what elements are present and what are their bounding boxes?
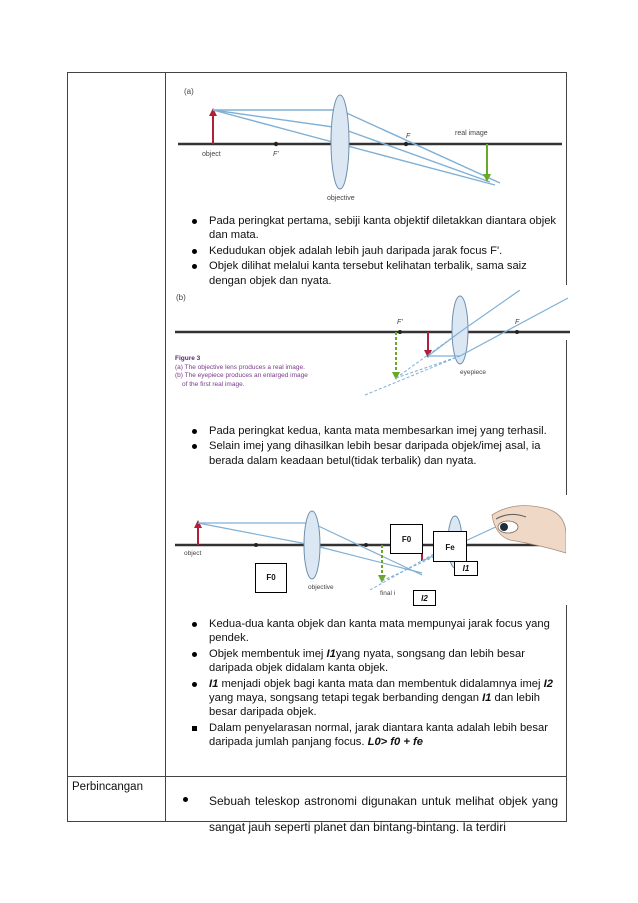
figure-a-svg bbox=[170, 78, 565, 210]
bullet-icon bbox=[192, 622, 197, 627]
f-prime-label: F' bbox=[397, 319, 403, 326]
label-box-i1: I1 bbox=[454, 561, 478, 576]
row-divider bbox=[67, 776, 567, 777]
figure-c-telescope-diagram bbox=[170, 495, 566, 607]
caption-line-b: (b) The eyepiece produces an enlarged image bbox=[175, 372, 308, 379]
object-label: object bbox=[184, 550, 202, 557]
bullet-list-stage-one bbox=[192, 214, 562, 289]
square-bullet-icon bbox=[192, 726, 197, 731]
object-label: object bbox=[202, 151, 221, 158]
figure-b-label: (b) bbox=[176, 293, 186, 302]
list-item: Sebuah teleskop astronomi digunakan untuk melihat objek yang sangat jauh seperti planet dan bintang-bintang. Ia terdiri bbox=[183, 788, 558, 840]
bullet-icon bbox=[192, 652, 197, 657]
figure-a-label: (a) bbox=[184, 87, 194, 96]
bullet-icon bbox=[192, 444, 197, 449]
label-box-f0-top: F0 bbox=[390, 524, 423, 554]
list-item: Kedudukan objek adalah lebih jauh daripada jarak focus F'. bbox=[192, 244, 562, 258]
bullet-icon bbox=[192, 249, 197, 254]
f-prime-label: F' bbox=[273, 151, 279, 158]
bullet-icon bbox=[192, 429, 197, 434]
label-box-fe: Fe bbox=[433, 531, 467, 562]
bullet-list-summary bbox=[192, 617, 565, 751]
figure-c-svg bbox=[170, 495, 566, 607]
figure-3-caption bbox=[175, 355, 308, 389]
list-item: Objek dilihat melalui kanta tersebut kelihatan terbalik, sama saiz dengan objek dan nyata. bbox=[192, 259, 562, 288]
f-label: F bbox=[515, 319, 520, 326]
list-item: Objek membentuk imej I1yang nyata, songsang dan lebih besar daripada objek didalam kanta objek. bbox=[192, 647, 565, 676]
eyepiece-label: eyepiece bbox=[460, 369, 487, 376]
list-item: Kedua-dua kanta objek dan kanta mata mempunyai jarak focus yang pendek. bbox=[192, 617, 565, 646]
list-item: Selain imej yang dihasilkan lebih besar daripada objek/imej asal, ia berada dalam keadaan betul(tidak terbalik) dan nyata. bbox=[192, 439, 564, 468]
caption-line-a: (a) The objective lens produces a real image. bbox=[175, 363, 305, 371]
final-image-label: final i bbox=[380, 590, 396, 597]
list-item: I1 menjadi objek bagi kanta mata dan membentuk didalamnya imej I2 yang maya, songsang tetapi tegak berbanding dengan I1 dan lebih besar daripada objek. bbox=[192, 677, 565, 720]
bullet-icon bbox=[183, 797, 188, 802]
column-divider bbox=[165, 72, 166, 822]
bullet-icon bbox=[192, 682, 197, 687]
bullet-icon bbox=[192, 219, 197, 224]
list-item: Dalam penyelarasan normal, jarak diantara kanta adalah lebih besar daripada jumlah panjang focus. L0> f0 + fe bbox=[192, 721, 565, 750]
objective-label: objective bbox=[308, 584, 334, 591]
caption-line-c: of the first real image. bbox=[182, 380, 245, 388]
row-heading-perbincangan: Perbincangan bbox=[72, 781, 143, 793]
bullet-icon bbox=[192, 264, 197, 269]
caption-title: Figure 3 bbox=[175, 355, 201, 362]
figure-a-objective-lens-diagram bbox=[170, 78, 565, 210]
f-label: F bbox=[406, 133, 411, 140]
label-box-f0-bottom: F0 bbox=[255, 563, 287, 593]
objective-label: objective bbox=[327, 195, 355, 202]
real-image-label: real image bbox=[455, 130, 488, 137]
list-item: Pada peringkat pertama, sebiji kanta objektif diletakkan diantara objek dan mata. bbox=[192, 214, 562, 243]
label-box-i2: I2 bbox=[413, 590, 436, 606]
bullet-list-stage-two bbox=[192, 424, 564, 469]
discussion-list bbox=[183, 788, 558, 841]
list-item: Pada peringkat kedua, kanta mata membesarkan imej yang terhasil. bbox=[192, 424, 564, 438]
